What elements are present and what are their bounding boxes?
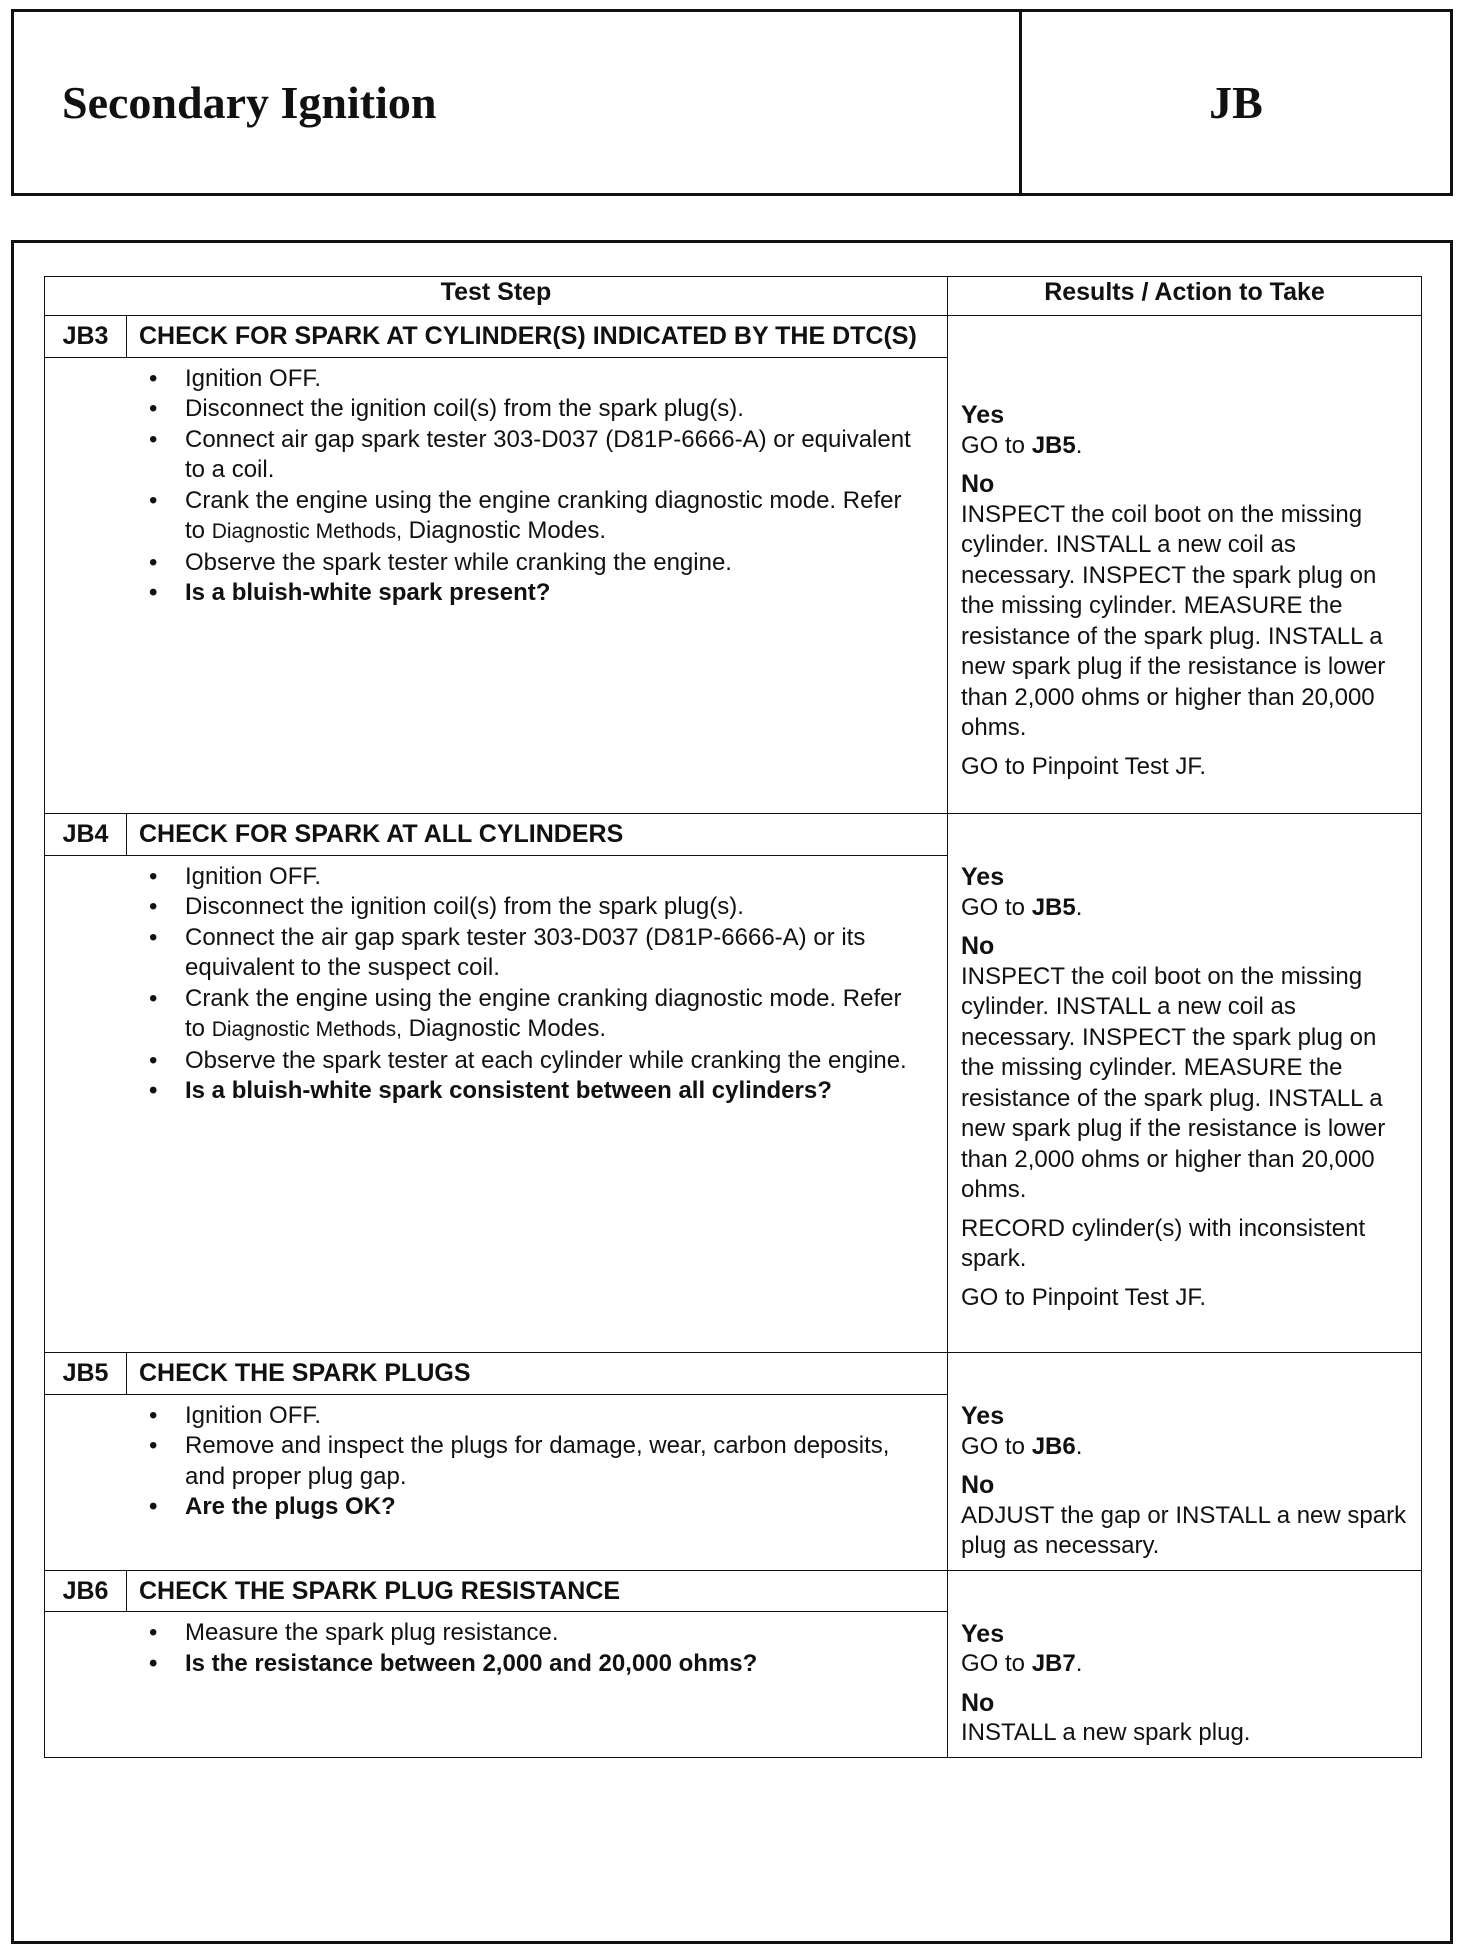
column-header-test-step: Test Step (45, 277, 948, 316)
yes-action: GO to JB6. (961, 1432, 1083, 1460)
step-question: • Are the plugs OK? (185, 1492, 927, 1523)
step-instructions (45, 358, 947, 619)
instruction-text: Crank the engine using the engine cranking diagnostic mode. Refer to (185, 984, 902, 1042)
content-frame (11, 240, 1453, 1944)
step-heading (45, 1353, 947, 1395)
test-step-cell (45, 316, 948, 814)
list-item: • Ignition OFF. (185, 1401, 927, 1432)
step-heading (45, 1571, 947, 1613)
step-title: CHECK FOR SPARK AT CYLINDER(S) INDICATED BY THE DTC(S) (139, 322, 917, 350)
yes-action: GO to JB5. (961, 893, 1083, 921)
section-code: JB (1209, 77, 1263, 128)
record-action: RECORD cylinder(s) with inconsistent spark. (961, 1214, 1366, 1272)
no-action: INSPECT the coil boot on the missing cylinder. INSTALL a new coil as necessary. INSPECT the spark plug on the missing cylinder. MEASURE the resistance of the spark plug. INSTALL a new spark plug if the resistance is lower than 2,000 ohms or higher than 20,000 ohms. (961, 962, 1386, 1203)
goto-pinpoint-link[interactable]: GO to Pinpoint Test JF. (961, 1283, 1207, 1311)
step-question: • Is the resistance between 2,000 and 20,000 ohms? (185, 1649, 927, 1680)
yes-action: GO to JB5. (961, 431, 1083, 459)
goto-pinpoint-link[interactable]: GO to Pinpoint Test JF. (961, 752, 1207, 780)
table-header-row (45, 277, 1422, 316)
test-step-row (45, 1353, 1422, 1571)
list-item: • Measure the spark plug resistance. (185, 1618, 927, 1649)
no-label: No (961, 1688, 995, 1717)
instruction-text: Diagnostic Modes. (401, 517, 607, 544)
step-title: CHECK FOR SPARK AT ALL CYLINDERS (139, 820, 624, 848)
step-id: JB4 (45, 814, 127, 855)
page-header (11, 9, 1453, 196)
test-step-table (44, 276, 1422, 1758)
no-label: No (961, 1471, 995, 1499)
yes-label: Yes (961, 401, 1005, 429)
yes-text: GO to (961, 1432, 1032, 1460)
list-item (185, 984, 927, 1046)
yes-label: Yes (961, 1402, 1005, 1430)
list-item: • Observe the spark tester while cranking the engine. (185, 548, 927, 579)
list-item: • Remove and inspect the plugs for damage, wear, carbon deposits, and proper plug gap. (185, 1431, 927, 1492)
step-id: JB6 (45, 1571, 127, 1612)
no-action: ADJUST the gap or INSTALL a new spark plug as necessary. (961, 1501, 1407, 1559)
step-heading (45, 814, 947, 856)
list-item: • Ignition OFF. (185, 364, 927, 395)
result-cell (948, 1570, 1422, 1757)
goto-link[interactable]: JB5 (1031, 893, 1076, 921)
goto-link[interactable]: JB7 (1031, 1650, 1076, 1677)
list-item: • Disconnect the ignition coil(s) from the spark plug(s). (185, 892, 927, 923)
list-item: • Connect the air gap spark tester 303-D037 (D81P-6666-A) or its equivalent to the suspect coil. (185, 923, 927, 984)
page-title: Secondary Ignition (14, 12, 1022, 193)
result-cell (948, 316, 1422, 814)
step-id: JB5 (45, 1353, 127, 1394)
result-cell (948, 1353, 1422, 1571)
no-action: INSPECT the coil boot on the missing cylinder. INSTALL a new coil as necessary. INSPECT the spark plug on the missing cylinder. MEASURE the resistance of the spark plug. INSTALL a new spark plug if the resistance is lower than 2,000 ohms or higher than 20,000 ohms. (961, 500, 1386, 741)
test-step-row (45, 1570, 1422, 1757)
yes-label: Yes (961, 863, 1005, 891)
no-label: No (961, 932, 995, 960)
test-step-cell (45, 814, 948, 1353)
instruction-text: Diagnostic Modes. (401, 1015, 607, 1042)
result-block (948, 316, 1421, 790)
step-question: • Is a bluish-white spark present? (185, 578, 927, 609)
yes-text: GO to (961, 431, 1032, 459)
no-action: INSTALL a new spark plug. (961, 1719, 1251, 1746)
list-item: • Disconnect the ignition coil(s) from the spark plug(s). (185, 394, 927, 425)
result-block (948, 1571, 1421, 1757)
result-cell (948, 814, 1422, 1353)
step-instructions (45, 856, 947, 1117)
goto-link[interactable]: JB5 (1031, 431, 1076, 459)
step-title: CHECK THE SPARK PLUG RESISTANCE (139, 1576, 621, 1605)
yes-text: GO to (961, 893, 1032, 921)
instruction-text: Crank the engine using the engine cranking diagnostic mode. Refer to (185, 486, 902, 544)
list-item: • Connect air gap spark tester 303-D037 (D81P-6666-A) or equivalent to a coil. (185, 425, 927, 486)
reference-link[interactable]: Diagnostic Methods, (211, 1018, 402, 1041)
test-step-cell (45, 1353, 948, 1571)
goto-link[interactable]: JB6 (1031, 1432, 1076, 1460)
step-heading (45, 316, 947, 358)
yes-label: Yes (961, 1619, 1005, 1648)
test-step-cell (45, 1570, 948, 1757)
column-header-results: Results / Action to Take (948, 277, 1422, 316)
list-item (185, 486, 927, 548)
list-item: • Observe the spark tester at each cylinder while cranking the engine. (185, 1046, 927, 1077)
result-block (948, 1353, 1421, 1570)
test-step-row (45, 814, 1422, 1353)
no-label: No (961, 470, 995, 498)
step-id: JB3 (45, 316, 127, 357)
step-instructions (45, 1395, 947, 1533)
yes-action: GO to JB7. (961, 1650, 1083, 1677)
step-question: • Is a bluish-white spark consistent between all cylinders? (185, 1076, 927, 1107)
step-title: CHECK THE SPARK PLUGS (139, 1359, 471, 1387)
reference-link[interactable]: Diagnostic Methods, (211, 520, 402, 543)
step-instructions (45, 1612, 947, 1689)
test-step-row (45, 316, 1422, 814)
list-item: • Ignition OFF. (185, 862, 927, 893)
result-block (948, 814, 1421, 1321)
yes-text: GO to (961, 1650, 1032, 1677)
